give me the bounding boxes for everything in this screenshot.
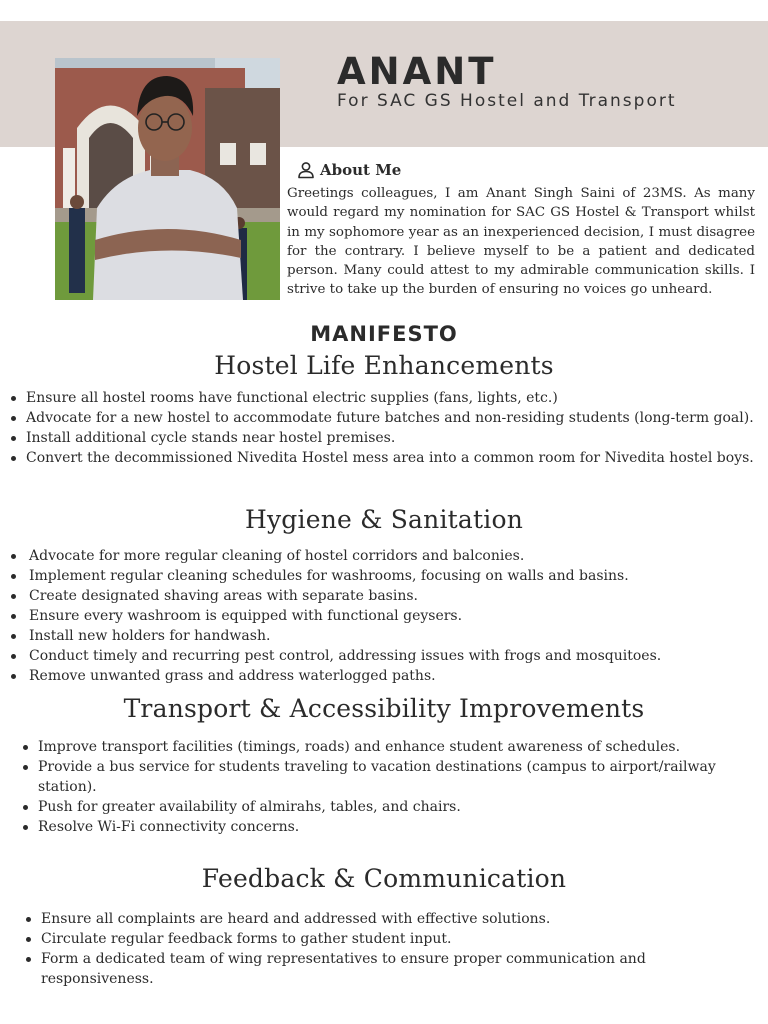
list-item: Create designated shaving areas with separate basins. bbox=[29, 586, 759, 606]
hygiene-items-list bbox=[29, 546, 759, 686]
section-title-feedback: Feedback & Communication bbox=[201, 864, 567, 893]
hostel-items-list bbox=[26, 388, 756, 468]
candidate-name: ANANT bbox=[337, 50, 497, 93]
about-heading bbox=[297, 161, 401, 179]
list-item: Install additional cycle stands near hostel premises. bbox=[26, 428, 756, 448]
about-heading-label: About Me bbox=[320, 161, 402, 179]
list-item: Ensure all hostel rooms have functional electric supplies (fans, lights, etc.) bbox=[26, 388, 756, 408]
candidate-photo-illustration bbox=[55, 58, 280, 300]
list-item: Implement regular cleaning schedules for washrooms, focusing on walls and basins. bbox=[29, 566, 759, 586]
candidate-photo bbox=[55, 58, 280, 300]
transport-items-list bbox=[38, 737, 756, 837]
list-item: Ensure all complaints are heard and addressed with effective solutions. bbox=[41, 909, 701, 929]
list-item: Ensure every washroom is equipped with functional geysers. bbox=[29, 606, 759, 626]
list-item: Install new holders for handwash. bbox=[29, 626, 759, 646]
list-item: Circulate regular feedback forms to gather student input. bbox=[41, 929, 701, 949]
list-item: Provide a bus service for students traveling to vacation destinations (campus to airport/railway station). bbox=[38, 757, 756, 797]
list-item: Resolve Wi-Fi connectivity concerns. bbox=[38, 817, 756, 837]
section-title-transport: Transport & Accessibility Improvements bbox=[123, 694, 645, 723]
list-item: Advocate for more regular cleaning of hostel corridors and balconies. bbox=[29, 546, 759, 566]
list-item: Remove unwanted grass and address waterlogged paths. bbox=[29, 666, 759, 686]
list-item: Form a dedicated team of wing representatives to ensure proper communication and responsiveness. bbox=[41, 949, 701, 989]
list-item: Advocate for a new hostel to accommodate future batches and non-residing students (long-term goal). bbox=[26, 408, 756, 428]
person-icon bbox=[297, 161, 315, 179]
candidate-subtitle: For SAC GS Hostel and Transport bbox=[337, 91, 677, 111]
manifesto-title: MANIFESTO bbox=[310, 322, 458, 346]
list-item: Push for greater availability of almirahs, tables, and chairs. bbox=[38, 797, 756, 817]
list-item: Conduct timely and recurring pest control, addressing issues with frogs and mosquitoes. bbox=[29, 646, 759, 666]
section-title-hostel: Hostel Life Enhancements bbox=[214, 351, 554, 380]
about-text: Greetings colleagues, I am Anant Singh Saini of 23MS. As many would regard my nomination for SAC GS Hostel & Transport whilst in my sophomore year as an inexperienced decision, I must disagree for the contrary. I believe myself to be a patient and dedicated person. Many could attest to my admirable communication skills. I strive to take up the burden of ensuring no voices go unheard. bbox=[287, 186, 755, 298]
section-title-hygiene: Hygiene & Sanitation bbox=[244, 505, 524, 534]
feedback-items-list bbox=[41, 909, 701, 989]
list-item: Improve transport facilities (timings, roads) and enhance student awareness of schedules. bbox=[38, 737, 756, 757]
list-item: Convert the decommissioned Nivedita Hostel mess area into a common room for Nivedita hostel boys. bbox=[26, 448, 756, 468]
